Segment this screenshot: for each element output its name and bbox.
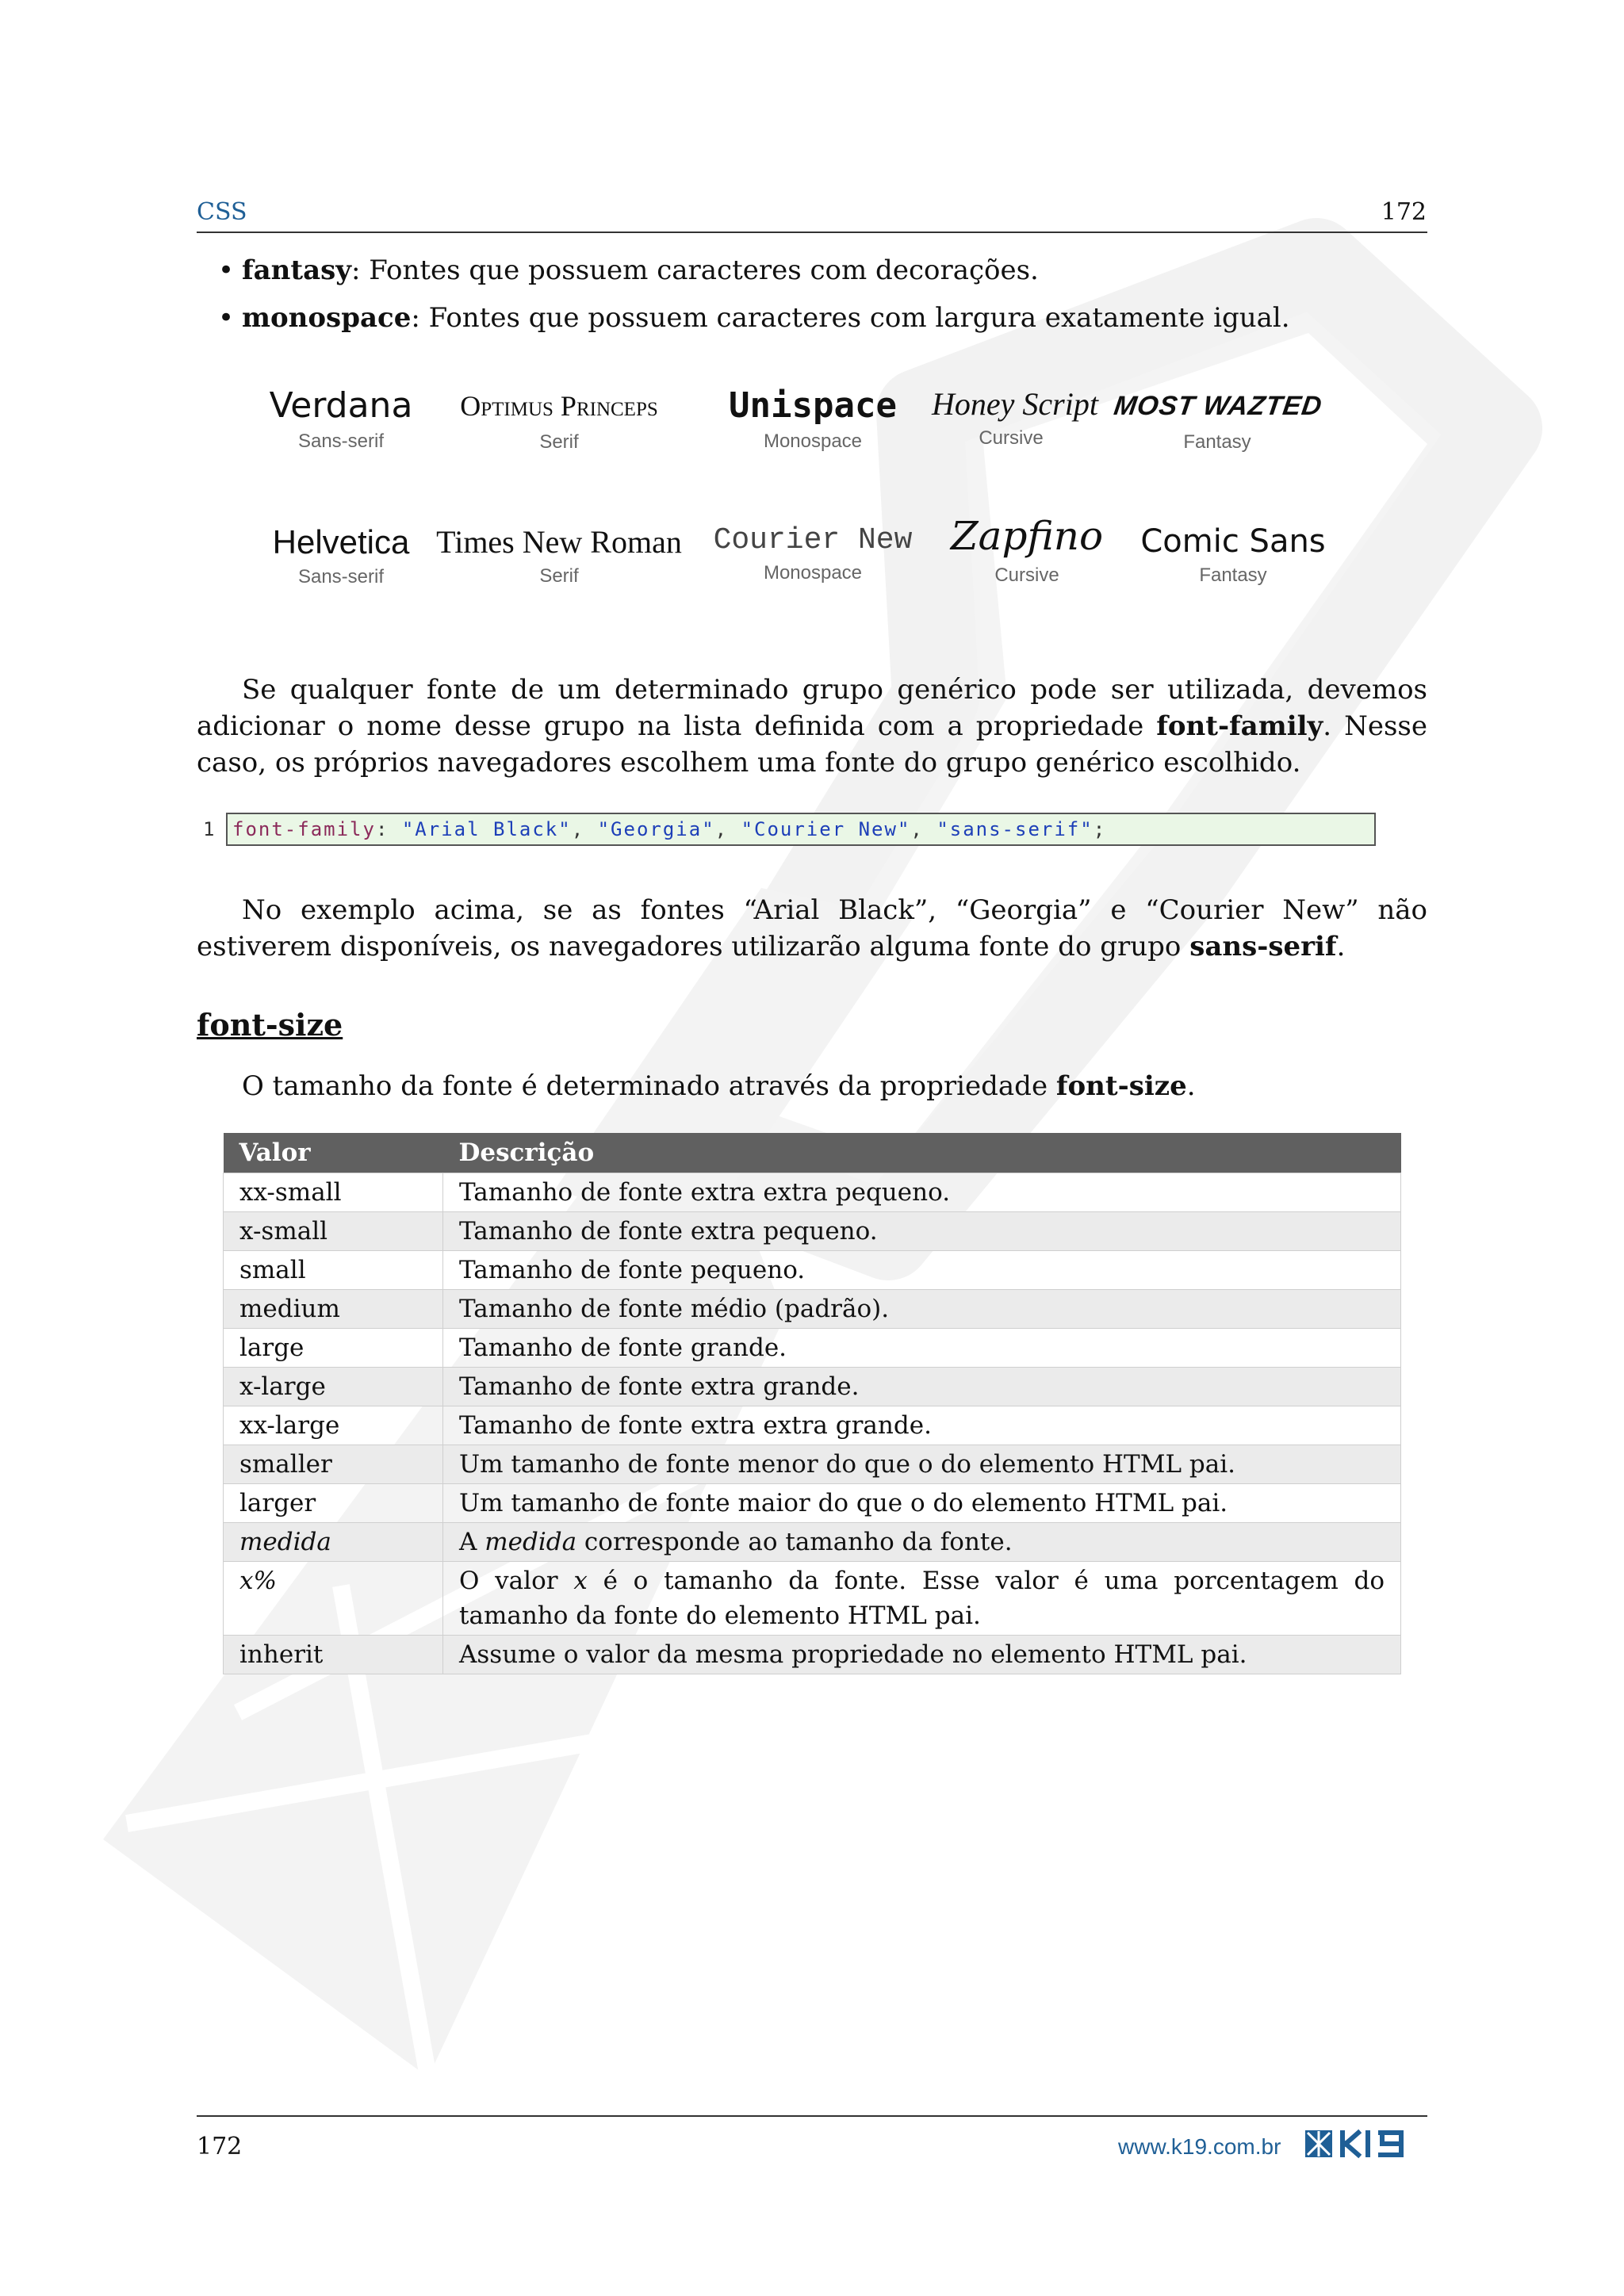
- cell-value: x-small: [224, 1212, 443, 1251]
- header-rule: [197, 232, 1427, 233]
- paragraph-generic-group: [197, 672, 1427, 781]
- table-row: [224, 1329, 1401, 1368]
- table-row: [224, 1445, 1401, 1484]
- paragraph-term: font-family: [1156, 710, 1323, 742]
- font-example: [262, 385, 420, 453]
- table-row: [224, 1562, 1401, 1636]
- column-header-description: Descrição: [443, 1133, 1401, 1173]
- cell-description: Um tamanho de fonte maior do que o do elemento HTML pai.: [443, 1484, 1401, 1523]
- cell-value: medida: [224, 1523, 443, 1562]
- generic-family-list: [218, 252, 1423, 347]
- description-text: O valor: [459, 1567, 574, 1595]
- font-sample: Zapfino: [950, 513, 1104, 559]
- code-line-number: 1: [203, 818, 215, 840]
- k19-logo: [1304, 2128, 1423, 2160]
- column-header-value: Valor: [224, 1133, 443, 1173]
- table-row: [224, 1636, 1401, 1674]
- font-category: Monospace: [763, 562, 863, 584]
- paragraph-text: . Nesse caso, os próprios navegadores escolhem uma fonte do grupo genérico escolhido.: [197, 710, 1427, 779]
- code-string: "Courier New": [741, 818, 911, 840]
- description-emphasis: x: [573, 1567, 588, 1595]
- footer-page-number: 172: [197, 2133, 243, 2160]
- font-category: Serif: [539, 431, 579, 453]
- code-separator: ,: [910, 818, 937, 840]
- description-text: corresponde ao tamanho da fonte.: [576, 1528, 1013, 1556]
- font-example: [436, 385, 682, 453]
- cell-value: x-large: [224, 1368, 443, 1406]
- font-category: Fantasy: [1199, 564, 1267, 586]
- table-row: [224, 1173, 1401, 1212]
- code-string: "Arial Black": [401, 818, 572, 840]
- running-header-section: CSS: [197, 198, 247, 226]
- font-example: [262, 523, 420, 588]
- cell-description: [443, 1523, 1401, 1562]
- cell-description: Assume o valor da mesma propriedade no elemento HTML pai.: [443, 1636, 1401, 1674]
- cell-description: Tamanho de fonte extra extra grande.: [443, 1406, 1401, 1445]
- font-example: [436, 523, 682, 587]
- code-string: "sans-serif": [936, 818, 1094, 840]
- font-example: [1130, 523, 1336, 587]
- table-row: [224, 1368, 1401, 1406]
- table-row: [224, 1484, 1401, 1523]
- font-sample: Courier New: [713, 523, 913, 557]
- paragraph-text: O tamanho da fonte é determinado através da propriedade: [242, 1070, 1056, 1102]
- code-colon: :: [375, 818, 402, 840]
- font-sample: MOST WAZTED: [1112, 391, 1324, 421]
- list-term: fantasy: [242, 254, 352, 286]
- cell-value: x%: [224, 1562, 443, 1636]
- cell-value: inherit: [224, 1636, 443, 1674]
- cell-value: medium: [224, 1290, 443, 1329]
- font-example: [1112, 385, 1324, 453]
- font-category: Fantasy: [1183, 431, 1251, 453]
- bullet-icon: •: [218, 254, 235, 286]
- table-row: [224, 1406, 1401, 1445]
- cell-value: xx-small: [224, 1173, 443, 1212]
- code-property: font-family: [232, 818, 376, 840]
- list-term: monospace: [242, 302, 412, 334]
- code-listing: [226, 813, 1376, 846]
- table-row: [224, 1523, 1401, 1562]
- code-terminator: ;: [1093, 818, 1107, 840]
- font-sample: Honey Script: [932, 386, 1098, 422]
- code-string: "Georgia": [597, 818, 715, 840]
- font-category: Cursive: [979, 427, 1044, 449]
- description-text: A: [459, 1528, 485, 1556]
- paragraph-text: No exemplo acima, se as fontes “Arial Black”, “Georgia” e “Courier New” não estiverem disponíveis, os navegadores utilizarão alguma fonte do grupo: [197, 894, 1427, 962]
- font-examples-figure: [262, 373, 1372, 610]
- font-example: [932, 385, 1098, 450]
- paragraph-term: sans-serif: [1189, 931, 1337, 962]
- footer-url: www.k19.com.br: [1118, 2134, 1281, 2159]
- cell-value: smaller: [224, 1445, 443, 1484]
- font-category: Serif: [539, 565, 579, 587]
- list-item: [218, 252, 1423, 289]
- cell-value: larger: [224, 1484, 443, 1523]
- font-category: Sans-serif: [297, 430, 385, 452]
- section-heading: font-size: [197, 1007, 343, 1043]
- bullet-icon: •: [218, 302, 235, 334]
- font-size-values-table: [223, 1133, 1401, 1674]
- list-text: : Fontes que possuem caracteres com decorações.: [351, 254, 1039, 286]
- footer-rule: [197, 2115, 1427, 2117]
- paragraph-font-size-intro: [197, 1068, 1427, 1104]
- table-row: [224, 1290, 1401, 1329]
- cell-description: [443, 1562, 1401, 1636]
- code-separator: ,: [571, 818, 598, 840]
- cell-description: Tamanho de fonte grande.: [443, 1329, 1401, 1368]
- font-example: [702, 523, 924, 584]
- font-sample: Times New Roman: [436, 524, 682, 560]
- table-row: [224, 1251, 1401, 1290]
- font-category: Sans-serif: [297, 566, 385, 587]
- cell-description: Um tamanho de fonte menor do que o do elemento HTML pai.: [443, 1445, 1401, 1484]
- cell-description: Tamanho de fonte extra extra pequeno.: [443, 1173, 1401, 1212]
- font-sample: Unispace: [729, 385, 897, 426]
- cell-description: Tamanho de fonte extra pequeno.: [443, 1212, 1401, 1251]
- font-sample: Comic Sans: [1140, 523, 1326, 560]
- paragraph-text: Se qualquer fonte de um determinado grupo genérico pode ser utilizada, devemos adicionar o nome desse grupo na lista definida com a propriedade: [197, 674, 1427, 742]
- font-example: [932, 507, 1122, 587]
- running-header-page-number: 172: [1381, 198, 1427, 226]
- paragraph-example-explanation: [197, 892, 1427, 965]
- table-row: [224, 1212, 1401, 1251]
- list-text: : Fontes que possuem caracteres com largura exatamente igual.: [411, 302, 1290, 334]
- cell-description: Tamanho de fonte extra grande.: [443, 1368, 1401, 1406]
- code-separator: ,: [714, 818, 741, 840]
- font-category: Monospace: [763, 430, 863, 452]
- cell-value: xx-large: [224, 1406, 443, 1445]
- cell-value: small: [224, 1251, 443, 1290]
- font-sample: Helvetica: [272, 523, 410, 561]
- font-category: Cursive: [994, 564, 1059, 586]
- font-example: [722, 385, 904, 453]
- paragraph-term: font-size: [1055, 1070, 1187, 1102]
- list-item: [218, 300, 1423, 336]
- cell-description: Tamanho de fonte médio (padrão).: [443, 1290, 1401, 1329]
- paragraph-text: .: [1186, 1070, 1196, 1102]
- font-sample: Optimus Princeps: [460, 390, 658, 422]
- table-header-row: [224, 1133, 1401, 1173]
- font-sample: Verdana: [269, 385, 413, 426]
- paragraph-text: .: [1336, 931, 1346, 962]
- cell-description: Tamanho de fonte pequeno.: [443, 1251, 1401, 1290]
- description-text: é o tamanho da fonte. Esse valor é uma porcentagem do tamanho da fonte do elemento HTML pai.: [459, 1567, 1385, 1630]
- description-emphasis: medida: [485, 1528, 577, 1556]
- cell-value: large: [224, 1329, 443, 1368]
